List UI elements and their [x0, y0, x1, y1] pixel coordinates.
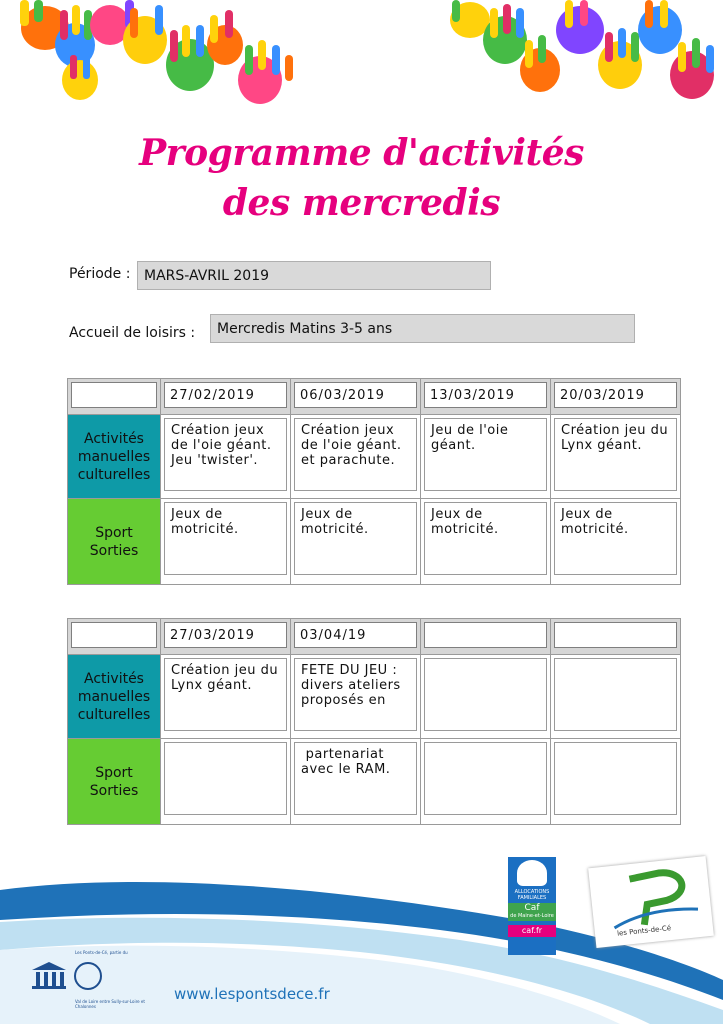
accueil-label: Accueil de loisirs : [69, 325, 196, 341]
date-field[interactable]: 06/03/2019 [294, 382, 417, 408]
page-title-line2: des mercredis [222, 182, 501, 224]
date-field[interactable]: 27/03/2019 [164, 622, 287, 648]
page-title-line1: Programme d'activités [139, 132, 584, 174]
date-field[interactable]: 27/02/2019 [164, 382, 287, 408]
periode-field[interactable]: MARS-AVRIL 2019 [137, 261, 491, 290]
date-field-empty[interactable] [71, 622, 157, 648]
activity-cell[interactable]: Création jeux de l'oie géant. et parachute. [294, 418, 417, 491]
unesco-small-text: Les Ponts-de-Cé, partie du Val de Loire entre Sully-sur-Loire et Chalonnes [75, 950, 145, 1009]
row-label-sport: Sport Sorties [68, 499, 161, 585]
activities-table-1 [67, 378, 681, 585]
activity-cell[interactable] [424, 658, 547, 731]
caf-logo: ALLOCATIONS FAMILIALES Caf de Maine-et-Loire caf.fr [508, 857, 556, 955]
activity-cell[interactable]: Jeux de motricité. [424, 502, 547, 575]
date-field-empty[interactable] [554, 622, 677, 648]
activity-cell[interactable] [424, 742, 547, 815]
activity-cell[interactable] [554, 658, 677, 731]
accueil-field[interactable]: Mercredis Matins 3-5 ans [210, 314, 635, 343]
painted-hands-right-illustration [430, 0, 723, 125]
date-field[interactable]: 03/04/19 [294, 622, 417, 648]
caf-tree-icon [517, 860, 547, 886]
activity-cell[interactable]: partenariat avec le RAM. [294, 742, 417, 815]
row-label-culture: Activités manuelles culturelles [68, 415, 161, 499]
date-field-empty[interactable] [424, 622, 547, 648]
website-link[interactable]: www.lespontsdece.fr [174, 985, 330, 1003]
unesco-temple-icon [28, 960, 70, 990]
activity-cell[interactable] [554, 742, 677, 815]
date-field[interactable]: 20/03/2019 [554, 382, 677, 408]
ponts-de-ce-logo: les Ponts-de-Cé [588, 856, 714, 948]
activity-cell[interactable]: Jeux de motricité. [164, 502, 287, 575]
activity-cell[interactable]: Jeux de motricité. [554, 502, 677, 575]
activity-cell[interactable]: Création jeu du Lynx géant. [164, 658, 287, 731]
painted-hands-left-illustration [0, 0, 300, 125]
activity-cell[interactable]: FETE DU JEU : divers ateliers proposés en [294, 658, 417, 731]
date-field[interactable]: 13/03/2019 [424, 382, 547, 408]
row-label-culture: Activités manuelles culturelles [68, 655, 161, 739]
activities-table-2 [67, 618, 681, 825]
row-label-sport: Sport Sorties [68, 739, 161, 825]
activity-cell[interactable]: Jeu de l'oie géant. [424, 418, 547, 491]
activity-cell[interactable]: Création jeux de l'oie géant. Jeu 'twister'. [164, 418, 287, 491]
unesco-logo [28, 960, 70, 1008]
activity-cell[interactable] [164, 742, 287, 815]
periode-label: Période : [69, 266, 131, 282]
date-field-empty[interactable] [71, 382, 157, 408]
activity-cell[interactable]: Jeux de motricité. [294, 502, 417, 575]
activity-cell[interactable]: Création jeu du Lynx géant. [554, 418, 677, 491]
